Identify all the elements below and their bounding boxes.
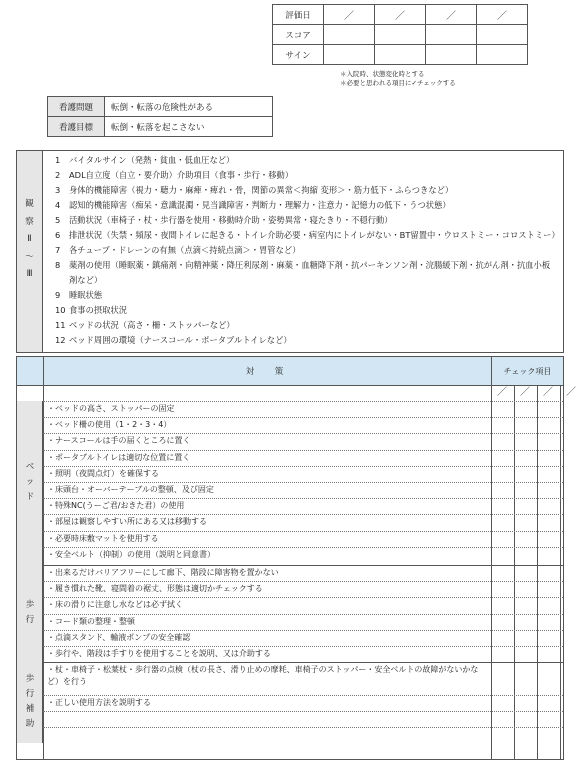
- category-label-char: 歩: [25, 599, 35, 610]
- evaluation-note-1: ＊入院時、状態変化時とする: [340, 70, 425, 78]
- nursing-goal-value: 転倒・転落を起こさない: [105, 117, 273, 137]
- evaluation-cell[interactable]: ／: [477, 5, 528, 25]
- observation-item-text: バイタルサイン（発熱・貧血・低血圧など）: [69, 155, 235, 165]
- category-label-char: 行: [25, 688, 35, 699]
- row-line: [43, 401, 563, 402]
- observation-item: [55, 318, 557, 333]
- category-label: [17, 599, 43, 629]
- category-label-char: 補: [25, 703, 35, 714]
- row-line: [43, 695, 563, 696]
- observation-item: [55, 333, 557, 348]
- category-label-char: 歩: [25, 673, 35, 684]
- observation-item: [55, 198, 557, 213]
- evaluation-table: [272, 4, 528, 65]
- observation-item-text: 排泄状況（失禁・頻尿・夜間トイレに起きる・トイレ介助必要・病室内にトイレがない・BT留置中・ウロストミー・コロストミー）: [69, 230, 560, 240]
- row-line: [43, 614, 563, 615]
- observation-item-text: 各チューブ・ドレーンの有無（点滴＜持続点滴＞・胃管など）: [69, 245, 301, 255]
- category-column-line: [43, 385, 44, 759]
- plan-header: [17, 357, 563, 386]
- nursing-problem-goal-table: [47, 96, 273, 137]
- plan-item: ・床頭台・オーバーテーブルの整頓、及び固定: [47, 485, 214, 494]
- evaluation-cell[interactable]: [426, 25, 477, 45]
- observation-section: [16, 150, 564, 353]
- observation-item-number: 5: [55, 215, 61, 225]
- observation-item-text: 食事の摂取状況: [69, 305, 128, 315]
- row-line: [43, 711, 563, 712]
- plan-table: [16, 356, 576, 760]
- evaluation-cell[interactable]: [375, 25, 426, 45]
- category-label-char: 助: [25, 718, 35, 729]
- observation-item: [55, 258, 557, 288]
- observation-item: [55, 288, 557, 303]
- observation-item: [55, 243, 557, 258]
- observation-side-char: 観: [25, 199, 34, 209]
- category-label-char: 行: [25, 614, 35, 625]
- plan-item: ・コード類の整理・整頓: [47, 616, 135, 626]
- check-date-slash[interactable]: ／: [566, 387, 576, 398]
- plan-header-main: 対 策: [43, 357, 491, 385]
- plan-item: ・ベッド柵の使用（1・2・3・4）: [47, 420, 172, 430]
- observation-item-text: 身体的機能障害（視力・聴力・麻痺・痺れ・骨，関節の異常＜拘縮 変形＞・筋力低下・ふらつきなど）: [69, 185, 454, 195]
- evaluation-cell[interactable]: [477, 45, 528, 65]
- plan-item: ・特殊NC(うーご君/おきた君）の使用: [47, 501, 185, 511]
- row-line: [43, 727, 563, 728]
- evaluation-cell[interactable]: ／: [426, 5, 477, 25]
- evaluation-cell[interactable]: [375, 45, 426, 65]
- nursing-goal-label: 看護目標: [48, 117, 105, 137]
- row-line: [43, 531, 563, 532]
- row-line: [43, 482, 563, 483]
- category-label-char: ド: [25, 491, 35, 502]
- category-separator: [17, 662, 563, 663]
- plan-item: ・照明（夜間点灯）を確保する: [47, 468, 159, 478]
- observation-item-text: ベッドの状況（高さ・柵・ストッパーなど）: [69, 320, 235, 330]
- observation-list: [55, 153, 560, 348]
- check-date-slash[interactable]: ／: [520, 387, 530, 398]
- observation-side-label: [17, 199, 42, 287]
- evaluation-cell[interactable]: [426, 45, 477, 65]
- observation-item-text: ベッド周囲の環境（ナースコール・ポータブルトイレなど）: [69, 335, 292, 345]
- observation-item: [55, 168, 557, 183]
- plan-item: ・部屋は観察しやすい所にある又は移動する: [47, 517, 207, 527]
- evaluation-row: [273, 25, 528, 45]
- row-line: [43, 547, 563, 548]
- evaluation-cell[interactable]: [477, 25, 528, 45]
- check-date-slash[interactable]: ／: [497, 387, 507, 398]
- observation-item-number: 7: [55, 245, 61, 255]
- category-label-char: ベ: [25, 461, 35, 472]
- category-label: [17, 461, 43, 506]
- plan-item: ・ベッドの高さ、ストッパーの固定: [47, 404, 175, 413]
- observation-item-number: 6: [55, 230, 61, 240]
- row-line: [43, 597, 563, 598]
- nursing-problem-label: 看護問題: [48, 97, 105, 117]
- evaluation-row-label: 評価日: [273, 5, 324, 25]
- observation-item: [55, 303, 557, 318]
- evaluation-cell[interactable]: ／: [375, 5, 426, 25]
- observation-item-number: 4: [55, 200, 61, 210]
- check-column-line: [537, 385, 538, 759]
- plan-header-check: チェック項目: [491, 357, 563, 385]
- observation-side-char: 察: [25, 216, 34, 227]
- plan-item: ・歩行や、階段は手すりを使用することを説明、又は介助する: [47, 649, 271, 658]
- row-line: [43, 466, 563, 467]
- check-column-line: [514, 385, 515, 759]
- plan-item: ・床の滑りに注意し水などは必ず拭く: [47, 600, 183, 610]
- row-line: [43, 498, 563, 499]
- observation-item-number: 11: [55, 320, 66, 330]
- nursing-problem-value: 転倒・転落の危険性がある: [105, 97, 273, 117]
- observation-item-text: 認知的機能障害（痴呆・意識混濁・見当識障害・判断力・理解力・注意力・記憶力の低下・うつ状態）: [69, 200, 451, 210]
- observation-item-number: 10: [55, 305, 66, 315]
- observation-item-number: 2: [55, 170, 61, 180]
- row-line: [43, 514, 563, 515]
- evaluation-row: [273, 5, 528, 25]
- observation-item-number: 12: [55, 335, 66, 345]
- observation-side-char: Ⅱ: [27, 234, 32, 244]
- check-date-slash[interactable]: ／: [543, 387, 553, 398]
- observation-item: [55, 213, 557, 228]
- evaluation-row-label: スコア: [273, 25, 324, 45]
- observation-item-number: 9: [55, 290, 61, 300]
- observation-item-text: ADL自立度（自立・要介助）介助項目（食事・歩行・移動）: [69, 170, 294, 180]
- evaluation-cell[interactable]: [324, 45, 375, 65]
- plan-item: ・点滴スタンド、輸液ポンプの安全確認: [47, 632, 191, 642]
- observation-item: [55, 153, 557, 168]
- observation-item: [55, 228, 560, 243]
- observation-side-char: 〜: [25, 251, 34, 262]
- row-line: [43, 581, 563, 582]
- evaluation-note-2: ＊必要と思われる項目に✓チェックする: [340, 79, 456, 87]
- row-line: [43, 630, 563, 631]
- plan-item: ・必要時床敷マットを使用する: [47, 533, 159, 543]
- observation-item-text: 活動状況（車椅子・杖・歩行器を使用・移動時介助・姿勢異常・寝たきり・不穏行動）: [69, 215, 393, 225]
- observation-item: [55, 183, 557, 198]
- evaluation-row: [273, 45, 528, 65]
- row-line: [43, 433, 563, 434]
- plan-item: ・履き慣れた靴、寝間着の裾丈、形態は適切かチェックする: [47, 584, 263, 594]
- observation-side-char: Ⅲ: [26, 269, 33, 279]
- plan-item: ・ナースコールは手の届くところに置く: [47, 436, 191, 446]
- observation-item-number: 1: [55, 155, 61, 165]
- plan-item: ・正しい使用方法を説明する: [47, 697, 151, 707]
- evaluation-row-label: サイン: [273, 45, 324, 65]
- row-line: [43, 646, 563, 647]
- evaluation-cell[interactable]: ／: [324, 5, 375, 25]
- category-label: [17, 673, 43, 733]
- check-column-line: [560, 385, 561, 759]
- plan-item: ・出来るだけバリアフリーにして廊下、階段に障害物を置かない: [47, 568, 279, 577]
- row-line: [43, 450, 563, 451]
- category-separator: [17, 565, 563, 566]
- plan-item: ・ポータブルトイレは適切な位置に置く: [47, 452, 191, 462]
- observation-item-text: 薬剤の使用（睡眠薬・鎮痛剤・向精神薬・降圧利尿剤・麻薬・血糖降下剤・抗パーキンソン剤・浣腸緩下剤・抗がん剤・抗血小板剤など）: [69, 260, 551, 285]
- observation-item-text: 睡眠状態: [69, 290, 103, 300]
- observation-item-number: 3: [55, 185, 61, 195]
- category-label-char: ッ: [25, 476, 35, 487]
- check-column-line: [491, 385, 492, 759]
- plan-item: ・安全ベルト（抑制）の使用（説明と同意書）: [47, 549, 215, 559]
- observation-item-number: 8: [55, 260, 61, 270]
- row-line: [43, 417, 563, 418]
- plan-item: ・杖・車椅子・松葉杖・歩行器の点検（杖の長さ、滑り止めの摩耗、車椅子のストッパー・安全ベルトの故障がないかなど）を行う: [47, 665, 479, 687]
- observation-side-column: [17, 151, 43, 352]
- evaluation-cell[interactable]: [324, 25, 375, 45]
